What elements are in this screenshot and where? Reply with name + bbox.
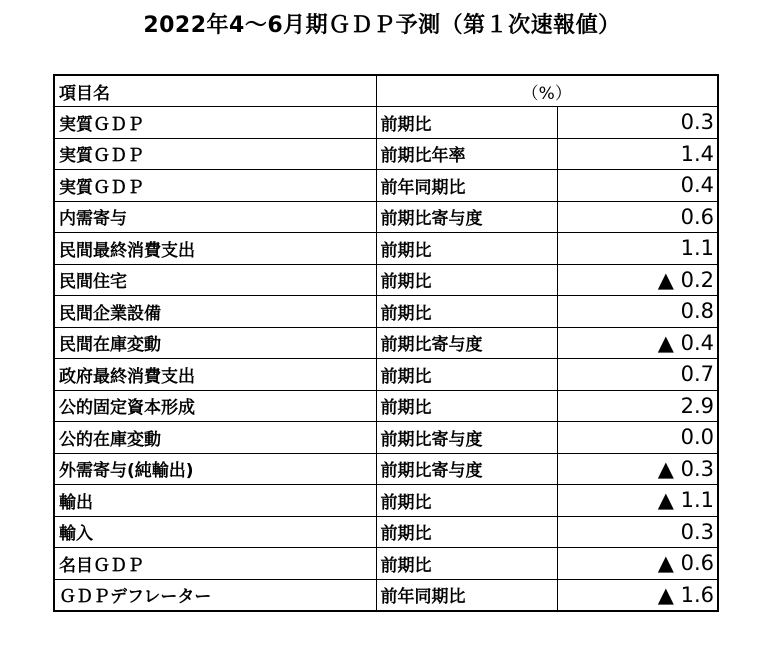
table-row (54, 390, 718, 422)
table-row (54, 548, 718, 580)
table-row (54, 233, 718, 265)
row-value: 0.6 (557, 201, 718, 233)
row-basis: 前期比 (376, 485, 557, 517)
row-basis: 前期比 (376, 296, 557, 328)
row-item-name: 民間在庫変動 (54, 327, 376, 359)
table-row (54, 327, 718, 359)
row-value: 1.1 (557, 233, 718, 265)
row-basis: 前期比 (376, 264, 557, 296)
row-value: ▲ 0.2 (557, 264, 718, 296)
row-value: ▲ 0.3 (557, 453, 718, 485)
row-value: 0.3 (557, 107, 718, 139)
row-basis: 前期比 (376, 107, 557, 139)
table-row (54, 516, 718, 548)
row-item-name: 実質ＧＤＰ (54, 138, 376, 170)
row-value: ▲ 0.4 (557, 327, 718, 359)
table-row (54, 296, 718, 328)
row-item-name: 民間最終消費支出 (54, 233, 376, 265)
gdp-forecast-table (53, 74, 719, 612)
row-item-name: 実質ＧＤＰ (54, 170, 376, 202)
row-item-name: 実質ＧＤＰ (54, 107, 376, 139)
row-basis: 前期比年率 (376, 138, 557, 170)
row-value: 0.4 (557, 170, 718, 202)
row-basis: 前期比 (376, 390, 557, 422)
table-row (54, 201, 718, 233)
table-row (54, 485, 718, 517)
table-row (54, 422, 718, 454)
row-basis: 前年同期比 (376, 579, 557, 611)
row-value: 1.4 (557, 138, 718, 170)
gdp-table-body (54, 75, 718, 611)
header-unit: （%） (376, 75, 718, 107)
table-row (54, 138, 718, 170)
row-basis: 前期比寄与度 (376, 453, 557, 485)
row-value: 0.0 (557, 422, 718, 454)
table-row (54, 170, 718, 202)
row-basis: 前期比寄与度 (376, 422, 557, 454)
row-value: ▲ 1.1 (557, 485, 718, 517)
row-item-name: ＧＤＰデフレーター (54, 579, 376, 611)
row-basis: 前期比寄与度 (376, 327, 557, 359)
header-item-name: 項目名 (54, 75, 376, 107)
row-basis: 前期比 (376, 548, 557, 580)
row-value: ▲ 0.6 (557, 548, 718, 580)
table-row (54, 579, 718, 611)
row-item-name: 名目ＧＤＰ (54, 548, 376, 580)
row-item-name: 内需寄与 (54, 201, 376, 233)
table-row (54, 453, 718, 485)
row-basis: 前期比寄与度 (376, 201, 557, 233)
row-item-name: 外需寄与(純輸出) (54, 453, 376, 485)
table-row (54, 264, 718, 296)
row-item-name: 民間住宅 (54, 264, 376, 296)
row-value: 0.8 (557, 296, 718, 328)
row-basis: 前期比 (376, 233, 557, 265)
page-title: 2022年4〜6月期ＧＤＰ予測（第１次速報値） (143, 13, 621, 38)
row-value: 0.3 (557, 516, 718, 548)
row-item-name: 公的在庫変動 (54, 422, 376, 454)
row-item-name: 輸出 (54, 485, 376, 517)
row-item-name: 民間企業設備 (54, 296, 376, 328)
row-item-name: 公的固定資本形成 (54, 390, 376, 422)
row-value: 2.9 (557, 390, 718, 422)
row-item-name: 政府最終消費支出 (54, 359, 376, 391)
row-value: 0.7 (557, 359, 718, 391)
row-basis: 前期比 (376, 516, 557, 548)
table-header-row (54, 75, 718, 107)
row-item-name: 輸入 (54, 516, 376, 548)
row-basis: 前期比 (376, 359, 557, 391)
row-value: ▲ 1.6 (557, 579, 718, 611)
table-row (54, 359, 718, 391)
table-row (54, 107, 718, 139)
row-basis: 前年同期比 (376, 170, 557, 202)
